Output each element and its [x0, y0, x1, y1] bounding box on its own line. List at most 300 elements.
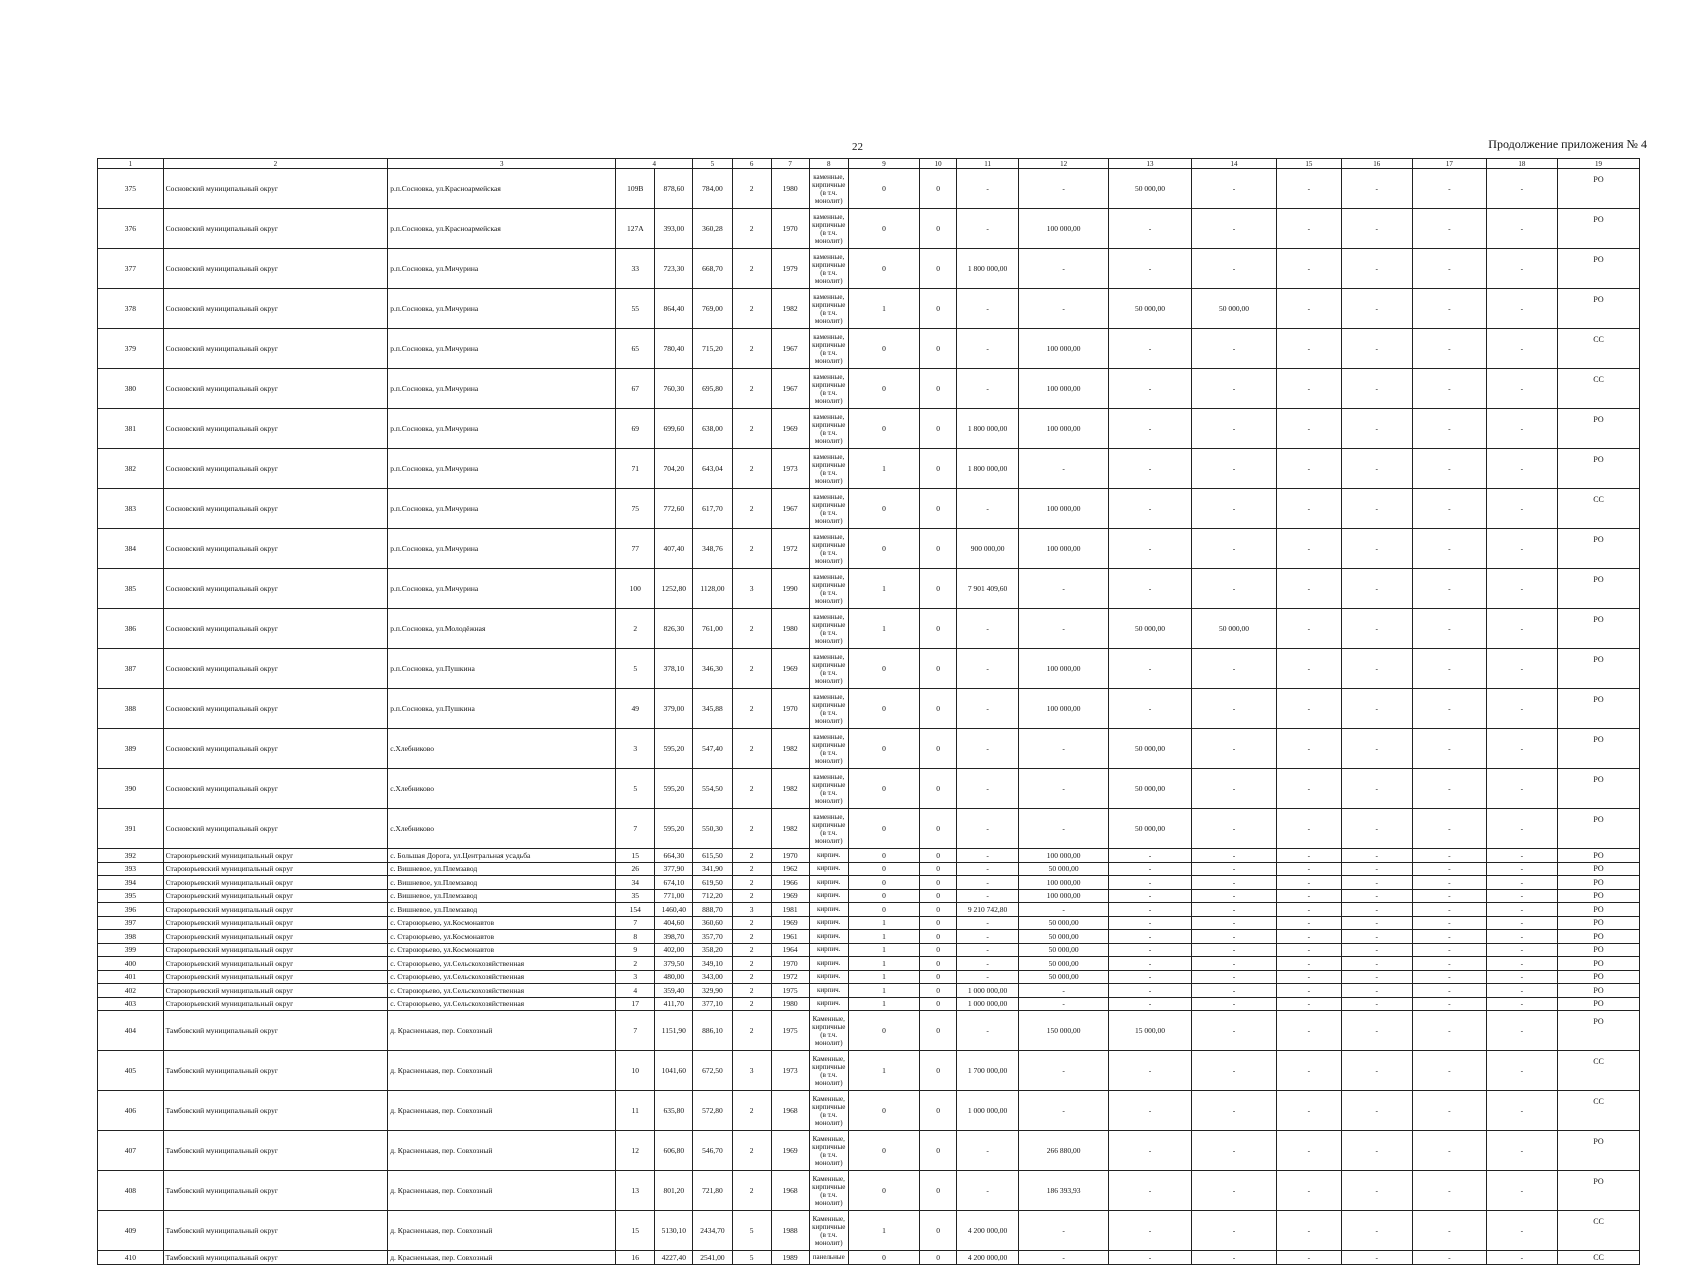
table-cell: 5	[732, 1211, 771, 1251]
column-number-row	[98, 159, 1640, 169]
table-cell: 7 901 409,60	[957, 569, 1019, 609]
appendix-continuation-note: Продолжение приложения № 4	[1488, 137, 1647, 151]
table-cell: 383	[98, 489, 164, 529]
table-cell: 635,80	[655, 1091, 693, 1131]
table-cell: 2	[732, 809, 771, 849]
table-cell: 615,50	[693, 849, 732, 863]
table-cell: 398	[98, 930, 164, 944]
table-cell: 672,50	[693, 1051, 732, 1091]
table-cell: 9	[616, 943, 655, 957]
table-cell: -	[1109, 1251, 1192, 1265]
table-cell: 15	[616, 849, 655, 863]
table-cell: -	[1277, 289, 1341, 329]
table-row	[98, 409, 1640, 449]
table-cell: 34	[616, 876, 655, 890]
table-cell: каменные, кирпичные (в т.ч. монолит)	[809, 249, 848, 289]
table-cell: -	[1413, 862, 1487, 876]
table-cell: -	[1109, 369, 1192, 409]
table-cell: 50 000,00	[1191, 609, 1276, 649]
table-cell: -	[1191, 409, 1276, 449]
table-cell: кирпич.	[809, 889, 848, 903]
table-cell: РО	[1558, 930, 1640, 944]
table-cell: -	[1019, 569, 1109, 609]
table-cell: 402,00	[655, 943, 693, 957]
table-cell: р.п.Сосновка, ул.Молодёжная	[388, 609, 616, 649]
table-cell: -	[1191, 930, 1276, 944]
table-cell: 2	[732, 943, 771, 957]
table-cell: 387	[98, 649, 164, 689]
table-cell: -	[1341, 1171, 1412, 1211]
table-cell: 2	[616, 609, 655, 649]
table-cell: 1980	[771, 169, 809, 209]
table-cell: 409	[98, 1211, 164, 1251]
table-row	[98, 930, 1640, 944]
table-cell: д. Красненькая, пер. Совхозный	[388, 1131, 616, 1171]
table-cell: -	[1486, 889, 1557, 903]
table-cell: -	[1413, 329, 1487, 369]
column-header: 17	[1413, 159, 1487, 169]
table-cell: -	[957, 369, 1019, 409]
table-cell: р.п.Сосновка, ул.Мичурина	[388, 289, 616, 329]
table-cell: 394	[98, 876, 164, 890]
table-cell: -	[1341, 957, 1412, 971]
table-cell: 379,50	[655, 957, 693, 971]
table-cell: 2	[732, 916, 771, 930]
table-cell: -	[1341, 649, 1412, 689]
table-cell: -	[1191, 862, 1276, 876]
housing-register-table	[97, 158, 1640, 1265]
table-row	[98, 1211, 1640, 1251]
table-cell: 5	[616, 769, 655, 809]
table-cell: 4 200 000,00	[957, 1251, 1019, 1265]
table-cell: 50 000,00	[1109, 729, 1192, 769]
table-cell: -	[1413, 769, 1487, 809]
table-cell: -	[1341, 943, 1412, 957]
table-cell: -	[1341, 209, 1412, 249]
table-cell: -	[1486, 569, 1557, 609]
table-cell: 772,60	[655, 489, 693, 529]
table-cell: 1981	[771, 903, 809, 917]
table-cell: Сосновский муниципальный округ	[163, 209, 388, 249]
table-cell: 1982	[771, 809, 809, 849]
table-cell: 0	[848, 889, 919, 903]
table-cell: -	[1109, 889, 1192, 903]
table-cell: 50 000,00	[1019, 970, 1109, 984]
table-cell: 127А	[616, 209, 655, 249]
table-cell: 329,90	[693, 984, 732, 998]
table-cell: 1964	[771, 943, 809, 957]
table-cell: кирпич.	[809, 957, 848, 971]
table-cell: 1972	[771, 970, 809, 984]
table-cell: РО	[1558, 569, 1640, 609]
table-cell: -	[957, 809, 1019, 849]
column-header: 7	[771, 159, 809, 169]
table-cell: 3	[616, 729, 655, 769]
table-cell: р.п.Сосновка, ул.Мичурина	[388, 529, 616, 569]
table-cell: 0	[920, 809, 957, 849]
table-cell: с. Староюрьево, ул.Космонавтов	[388, 943, 616, 957]
table-cell: -	[957, 489, 1019, 529]
table-cell: Тамбовский муниципальный округ	[163, 1171, 388, 1211]
table-cell: д. Красненькая, пер. Совхозный	[388, 1171, 616, 1211]
table-cell: 0	[848, 529, 919, 569]
table-cell: -	[1486, 609, 1557, 649]
table-cell: каменные, кирпичные (в т.ч. монолит)	[809, 729, 848, 769]
table-cell: 377	[98, 249, 164, 289]
table-cell: -	[1486, 529, 1557, 569]
table-cell: Тамбовский муниципальный округ	[163, 1011, 388, 1051]
table-cell: 888,70	[693, 903, 732, 917]
table-cell: -	[1277, 609, 1341, 649]
table-cell: 1968	[771, 1171, 809, 1211]
table-cell: 411,70	[655, 997, 693, 1011]
table-cell: -	[1109, 409, 1192, 449]
table-cell: -	[1341, 489, 1412, 529]
table-cell: -	[1341, 369, 1412, 409]
table-cell: -	[1109, 449, 1192, 489]
table-cell: -	[957, 916, 1019, 930]
table-cell: р.п.Сосновка, ул.Мичурина	[388, 489, 616, 529]
table-cell: 1151,90	[655, 1011, 693, 1051]
table-cell: 71	[616, 449, 655, 489]
table-cell: 388	[98, 689, 164, 729]
table-cell: -	[1191, 489, 1276, 529]
table-cell: Староюрьевский муниципальный округ	[163, 889, 388, 903]
table-cell: 50 000,00	[1191, 289, 1276, 329]
table-cell: -	[1341, 876, 1412, 890]
table-cell: -	[1277, 729, 1341, 769]
table-cell: 1 000 000,00	[957, 1091, 1019, 1131]
table-cell: 595,20	[655, 809, 693, 849]
table-cell: -	[957, 689, 1019, 729]
table-cell: 0	[920, 916, 957, 930]
table-cell: 1	[848, 569, 919, 609]
table-cell: 0	[920, 997, 957, 1011]
table-cell: 100 000,00	[1019, 209, 1109, 249]
table-cell: -	[1109, 489, 1192, 529]
table-cell: -	[1277, 1091, 1341, 1131]
table-cell: -	[1486, 1171, 1557, 1211]
table-cell: 0	[848, 1131, 919, 1171]
table-cell: -	[1341, 930, 1412, 944]
table-cell: -	[957, 289, 1019, 329]
table-cell: 769,00	[693, 289, 732, 329]
table-cell: -	[1486, 862, 1557, 876]
table-cell: -	[1019, 729, 1109, 769]
table-cell: СС	[1558, 369, 1640, 409]
table-cell: -	[1413, 369, 1487, 409]
table-cell: -	[1413, 409, 1487, 449]
table-cell: -	[1019, 1051, 1109, 1091]
table-cell: 349,10	[693, 957, 732, 971]
table-cell: -	[1109, 862, 1192, 876]
table-cell: Староюрьевский муниципальный округ	[163, 984, 388, 998]
table-cell: 0	[848, 249, 919, 289]
table-cell: 401	[98, 970, 164, 984]
table-cell: -	[957, 209, 1019, 249]
table-cell: 1 800 000,00	[957, 249, 1019, 289]
table-cell: с. Большая Дорога, ул.Центральная усадьба	[388, 849, 616, 863]
table-cell: 2	[732, 1171, 771, 1211]
table-cell: 12	[616, 1131, 655, 1171]
column-header: 15	[1277, 159, 1341, 169]
table-cell: 554,50	[693, 769, 732, 809]
table-cell: 404	[98, 1011, 164, 1051]
table-cell: СС	[1558, 489, 1640, 529]
table-cell: 0	[848, 369, 919, 409]
table-cell: 1975	[771, 984, 809, 998]
table-cell: 0	[920, 449, 957, 489]
table-cell: 405	[98, 1051, 164, 1091]
table-cell: 2	[732, 409, 771, 449]
table-cell: -	[957, 169, 1019, 209]
table-cell: 0	[848, 329, 919, 369]
table-cell: -	[1413, 489, 1487, 529]
table-row	[98, 876, 1640, 890]
table-cell: 1982	[771, 769, 809, 809]
table-cell: -	[1413, 957, 1487, 971]
table-cell: 186 393,93	[1019, 1171, 1109, 1211]
table-cell: -	[1191, 970, 1276, 984]
table-cell: 360,60	[693, 916, 732, 930]
table-cell: 393,00	[655, 209, 693, 249]
column-header: 12	[1019, 159, 1109, 169]
table-cell: 1967	[771, 369, 809, 409]
table-cell: РО	[1558, 916, 1640, 930]
table-cell: 723,30	[655, 249, 693, 289]
table-cell: -	[1341, 769, 1412, 809]
table-cell: 606,80	[655, 1131, 693, 1171]
table-cell: -	[1341, 984, 1412, 998]
table-cell: 378	[98, 289, 164, 329]
table-cell: РО	[1558, 209, 1640, 249]
table-cell: -	[1109, 957, 1192, 971]
table-cell: -	[1413, 849, 1487, 863]
table-cell: 1 800 000,00	[957, 409, 1019, 449]
table-cell: -	[1486, 769, 1557, 809]
table-cell: -	[957, 649, 1019, 689]
table-cell: 0	[848, 409, 919, 449]
table-cell: -	[1486, 984, 1557, 998]
table-cell: 407	[98, 1131, 164, 1171]
table-cell: 826,30	[655, 609, 693, 649]
table-cell: -	[1486, 289, 1557, 329]
table-cell: -	[957, 957, 1019, 971]
table-cell: 0	[920, 209, 957, 249]
table-cell: р.п.Сосновка, ул.Мичурина	[388, 449, 616, 489]
table-cell: -	[1191, 169, 1276, 209]
table-cell: 381	[98, 409, 164, 449]
table-cell: -	[1109, 649, 1192, 689]
table-cell: 379	[98, 329, 164, 369]
table-cell: 900 000,00	[957, 529, 1019, 569]
table-cell: 26	[616, 862, 655, 876]
table-cell: с. Староюрьево, ул.Сельскохозяйственная	[388, 970, 616, 984]
table-cell: -	[1413, 1011, 1487, 1051]
table-cell: 67	[616, 369, 655, 409]
table-cell: 0	[848, 769, 919, 809]
table-cell: РО	[1558, 1171, 1640, 1211]
table-cell: -	[1341, 289, 1412, 329]
table-cell: Староюрьевский муниципальный округ	[163, 930, 388, 944]
table-cell: -	[1486, 1131, 1557, 1171]
column-header: 3	[388, 159, 616, 169]
table-cell: -	[1109, 569, 1192, 609]
table-cell: -	[1277, 916, 1341, 930]
table-cell: Сосновский муниципальный округ	[163, 169, 388, 209]
table-cell: с. Вишневое, ул.Племзавод	[388, 889, 616, 903]
table-cell: -	[1277, 369, 1341, 409]
table-cell: 1973	[771, 1051, 809, 1091]
table-row	[98, 1011, 1640, 1051]
table-cell: -	[1191, 903, 1276, 917]
table-cell: Каменные, кирпичные (в т.ч. монолит)	[809, 1091, 848, 1131]
table-cell: 385	[98, 569, 164, 609]
table-cell: -	[1486, 876, 1557, 890]
table-cell: -	[1019, 169, 1109, 209]
table-cell: Каменные, кирпичные (в т.ч. монолит)	[809, 1211, 848, 1251]
table-cell: 0	[920, 489, 957, 529]
table-cell: каменные, кирпичные (в т.ч. монолит)	[809, 769, 848, 809]
table-cell: -	[1341, 809, 1412, 849]
table-cell: 0	[848, 809, 919, 849]
table-cell: 699,60	[655, 409, 693, 449]
table-cell: 572,80	[693, 1091, 732, 1131]
table-cell: 1979	[771, 249, 809, 289]
table-cell: 150 000,00	[1019, 1011, 1109, 1051]
table-cell: 761,00	[693, 609, 732, 649]
table-cell: 1982	[771, 729, 809, 769]
table-cell: 396	[98, 903, 164, 917]
table-cell: -	[1486, 689, 1557, 729]
table-cell: р.п.Сосновка, ул.Мичурина	[388, 329, 616, 369]
table-cell: -	[1277, 529, 1341, 569]
table-cell: -	[957, 329, 1019, 369]
table-cell: РО	[1558, 1131, 1640, 1171]
table-cell: 547,40	[693, 729, 732, 769]
table-cell: -	[957, 970, 1019, 984]
table-cell: 100 000,00	[1019, 369, 1109, 409]
table-cell: -	[1277, 769, 1341, 809]
table-cell: -	[1019, 769, 1109, 809]
table-cell: 7	[616, 1011, 655, 1051]
table-row	[98, 729, 1640, 769]
table-cell: 17	[616, 997, 655, 1011]
table-cell: 3	[732, 569, 771, 609]
table-row	[98, 369, 1640, 409]
table-cell: 595,20	[655, 769, 693, 809]
table-cell: р.п.Сосновка, ул.Красноармейская	[388, 169, 616, 209]
table-cell: 0	[920, 169, 957, 209]
table-row	[98, 943, 1640, 957]
table-cell: Тамбовский муниципальный округ	[163, 1051, 388, 1091]
table-cell: -	[1109, 1171, 1192, 1211]
table-cell: 16	[616, 1251, 655, 1265]
table-cell: -	[1277, 489, 1341, 529]
table-cell: -	[1019, 289, 1109, 329]
table-row	[98, 970, 1640, 984]
table-cell: -	[1191, 1131, 1276, 1171]
table-cell: 1460,40	[655, 903, 693, 917]
table-cell: РО	[1558, 609, 1640, 649]
table-cell: -	[1191, 1011, 1276, 1051]
table-row	[98, 1251, 1640, 1265]
table-cell: -	[1019, 1251, 1109, 1265]
table-cell: -	[957, 1171, 1019, 1211]
table-cell: 5130,10	[655, 1211, 693, 1251]
table-cell: 2	[732, 769, 771, 809]
table-row	[98, 329, 1640, 369]
table-cell: -	[1341, 1051, 1412, 1091]
table-cell: -	[1341, 1011, 1412, 1051]
table-cell: -	[1486, 249, 1557, 289]
table-cell: -	[957, 1011, 1019, 1051]
table-row	[98, 809, 1640, 849]
table-cell: 376	[98, 209, 164, 249]
table-cell: Староюрьевский муниципальный округ	[163, 876, 388, 890]
table-cell: 0	[920, 609, 957, 649]
table-cell: 100 000,00	[1019, 329, 1109, 369]
table-cell: 100 000,00	[1019, 489, 1109, 529]
table-cell: -	[1277, 689, 1341, 729]
table-cell: каменные, кирпичные (в т.ч. монолит)	[809, 369, 848, 409]
table-cell: Староюрьевский муниципальный округ	[163, 849, 388, 863]
table-cell: -	[1109, 329, 1192, 369]
table-cell: -	[1486, 970, 1557, 984]
column-header: 9	[848, 159, 919, 169]
table-cell: Тамбовский муниципальный округ	[163, 1091, 388, 1131]
table-cell: -	[1413, 943, 1487, 957]
table-cell: -	[1109, 1211, 1192, 1251]
table-cell: с.Хлебниково	[388, 809, 616, 849]
table-row	[98, 489, 1640, 529]
table-cell: РО	[1558, 649, 1640, 689]
table-cell: -	[1277, 809, 1341, 849]
table-cell: д. Красненькая, пер. Совхозный	[388, 1251, 616, 1265]
table-cell: РО	[1558, 1011, 1640, 1051]
table-cell: 1967	[771, 329, 809, 369]
table-cell: -	[1341, 449, 1412, 489]
table-cell: 619,50	[693, 876, 732, 890]
table-cell: -	[1277, 249, 1341, 289]
table-cell: -	[1413, 970, 1487, 984]
table-cell: р.п.Сосновка, ул.Пушкина	[388, 649, 616, 689]
table-cell: -	[1413, 449, 1487, 489]
table-cell: -	[1109, 943, 1192, 957]
table-cell: -	[1019, 1091, 1109, 1131]
table-cell: -	[1109, 876, 1192, 890]
table-cell: -	[1341, 997, 1412, 1011]
table-cell: Сосновский муниципальный округ	[163, 769, 388, 809]
table-cell: -	[1191, 369, 1276, 409]
table-cell: 2	[732, 649, 771, 689]
table-cell: Сосновский муниципальный округ	[163, 409, 388, 449]
table-cell: -	[1486, 1011, 1557, 1051]
table-cell: Староюрьевский муниципальный округ	[163, 943, 388, 957]
table-row	[98, 289, 1640, 329]
table-cell: -	[1019, 449, 1109, 489]
table-cell: СС	[1558, 1211, 1640, 1251]
table-cell: 50 000,00	[1109, 809, 1192, 849]
column-header: 5	[693, 159, 732, 169]
table-cell: д. Красненькая, пер. Совхозный	[388, 1011, 616, 1051]
table-cell: 398,70	[655, 930, 693, 944]
table-cell: 50 000,00	[1019, 943, 1109, 957]
table-cell: -	[1486, 449, 1557, 489]
table-cell: -	[1341, 609, 1412, 649]
table-cell: 2	[732, 1091, 771, 1131]
table-cell: 2541,00	[693, 1251, 732, 1265]
